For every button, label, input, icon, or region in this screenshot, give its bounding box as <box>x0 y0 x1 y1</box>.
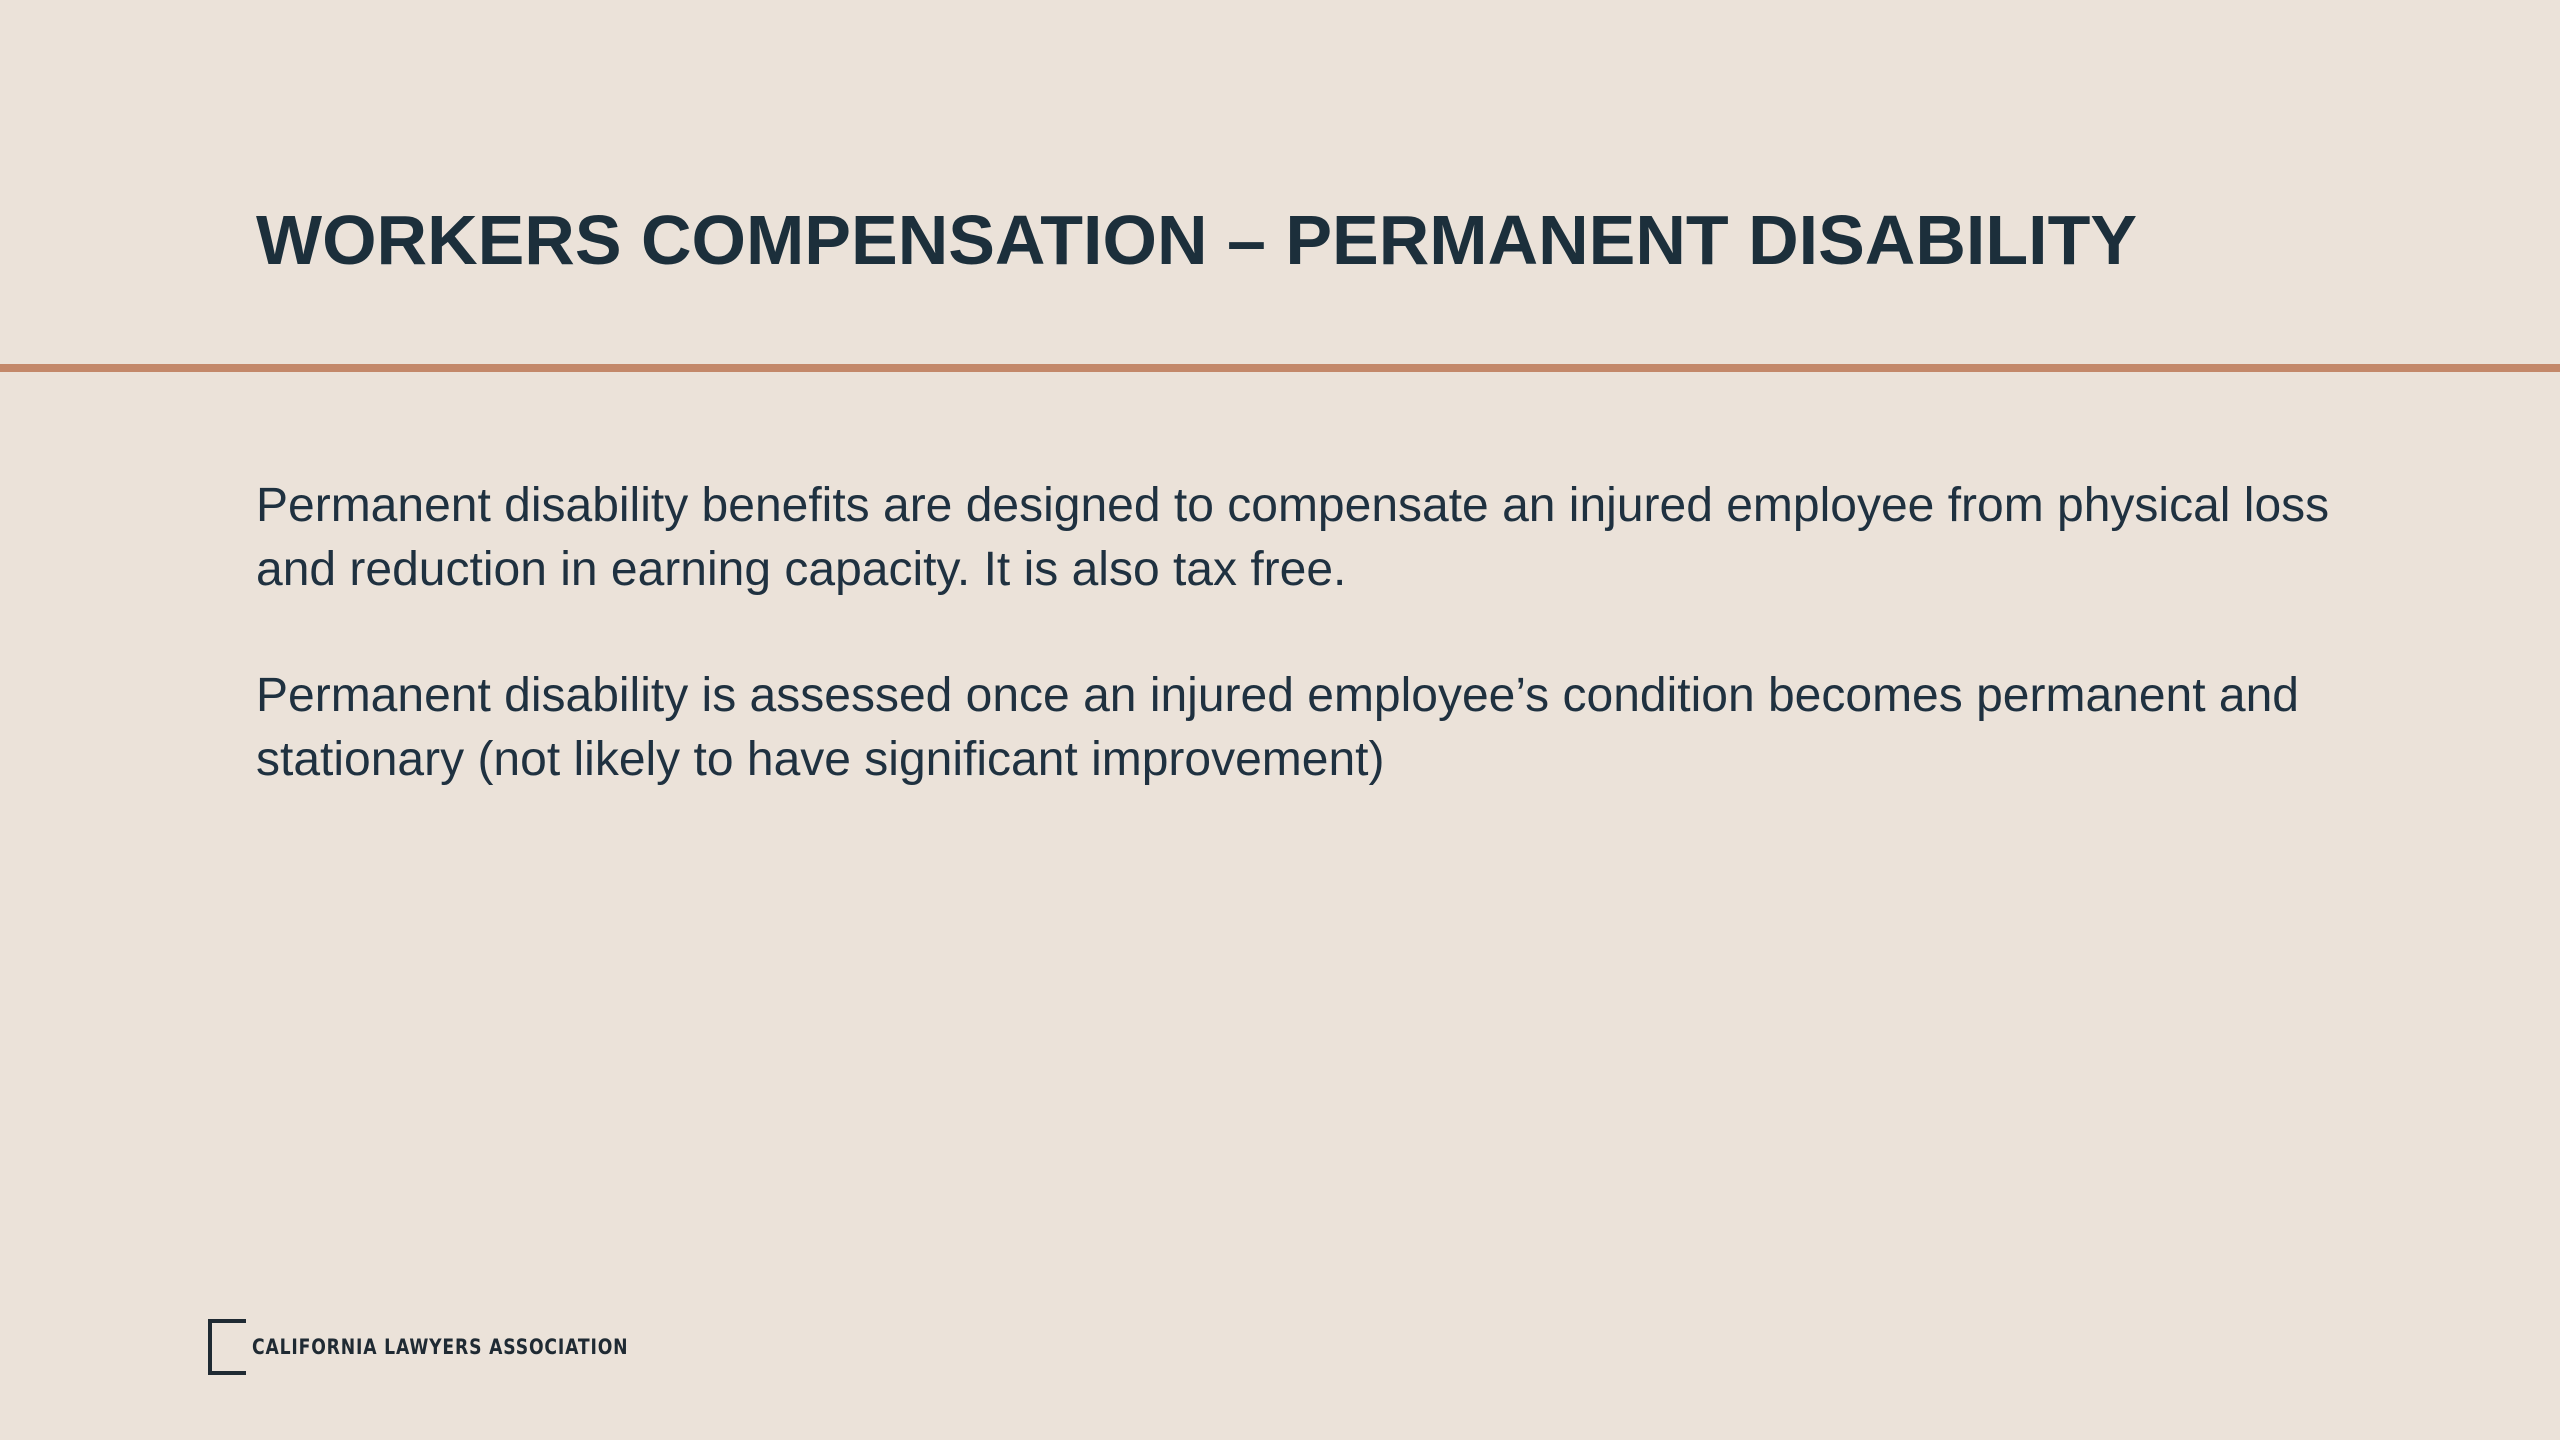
title-divider <box>0 364 2560 372</box>
paragraph-2: Permanent disability is assessed once an injured employee’s condition becomes permanent and stationary (not likely to have significant improvement) <box>256 669 2299 786</box>
logo-text: CALIFORNIA LAWYERS ASSOCIATION <box>252 1335 629 1359</box>
paragraph-1: Permanent disability benefits are designed to compensate an injured employee from physical loss and reduction in earning capacity. It is also tax free. <box>256 479 2330 596</box>
slide-body <box>256 474 2336 854</box>
organization-logo <box>208 1316 711 1378</box>
slide-title: WORKERS COMPENSATION – PERMANENT DISABILITY <box>256 201 2138 279</box>
logo-bracket-icon <box>208 1319 246 1375</box>
